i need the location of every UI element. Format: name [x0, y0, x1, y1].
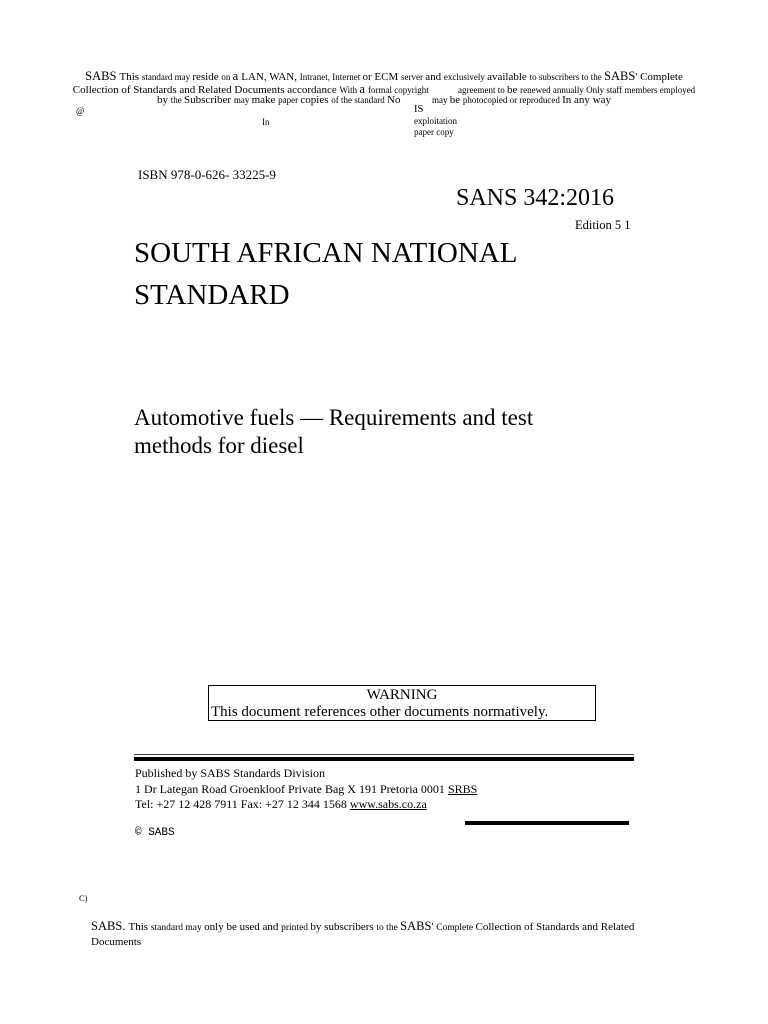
text-run: Collection of Standards and Related [475, 921, 635, 933]
text-run: ' [431, 921, 437, 933]
header-notice-line-3 [0, 94, 768, 107]
text-run: or ECM [362, 71, 401, 83]
text-run: a [359, 82, 369, 96]
text-run: Intranet, Internet [299, 72, 363, 82]
text-run: standard may [141, 72, 193, 82]
divider-right [465, 821, 629, 825]
text-run: ' Complete [635, 71, 683, 83]
text-run: agreement to [428, 85, 508, 95]
at-mark: @ [76, 106, 85, 116]
footer-line-1 [91, 919, 634, 935]
text-run: copies [300, 94, 332, 106]
divider-main [134, 757, 634, 761]
text-run: Subscriber [184, 94, 234, 106]
text-run: LAN, WAN, [241, 71, 300, 83]
text-run: Collection of Standards and Related Documents accordance [72, 84, 340, 96]
text-run: exclusively [443, 72, 488, 82]
text-run: Complete [436, 923, 476, 933]
text-run: a [232, 69, 242, 83]
document-subtitle [134, 404, 533, 460]
text-run: make [251, 94, 279, 106]
text-run: This [119, 71, 142, 83]
publisher-contact: Tel: +27 12 428 7911 Fax: +27 12 344 1568 [135, 797, 350, 811]
text-run: SABS [400, 919, 432, 933]
in-word: In [262, 117, 270, 127]
side-note-paper-copy: paper copy [414, 127, 454, 137]
text-run: on [221, 72, 233, 82]
text-run: of the standard [331, 95, 388, 105]
isbn: ISBN 978-0-626- 33225-9 [138, 167, 276, 182]
text-run: by subscribers [310, 921, 377, 933]
text-run: server [400, 72, 426, 82]
text-run: reside [192, 71, 222, 83]
footer-notice [91, 919, 634, 949]
side-note-is: IS [414, 104, 424, 115]
text-run: In any way [562, 94, 611, 106]
text-run: only be used and [204, 921, 282, 933]
srbs-link[interactable]: SRBS [447, 781, 478, 796]
divider-thin [134, 754, 634, 755]
publisher-line-1: Published by SABS Standards Division [135, 766, 326, 780]
text-run: photocopied or reproduced [462, 95, 563, 105]
header-notice-line-1 [0, 70, 768, 84]
title-line-1: SOUTH AFRICAN NATIONAL [134, 237, 518, 269]
side-note-exploitation: exploitation [414, 115, 457, 126]
side-notes [414, 104, 457, 139]
text-run: and [425, 71, 444, 83]
document-title [134, 232, 517, 316]
subtitle-line-1: Automotive fuels — Requirements and test [134, 405, 534, 430]
edition: Edition 5 1 [575, 218, 631, 232]
warning-text: This document references other documents normatively. [211, 704, 549, 720]
text-run: SABS [604, 69, 636, 83]
text-run: be [449, 94, 463, 106]
c-mark: C) [79, 893, 88, 903]
publisher-address: 1 Dr Lategan Road Groenkloof Private Bag X 191 Pretoria 0001 [135, 781, 448, 796]
text-run: SABS [85, 69, 120, 83]
website-link[interactable]: www.sabs.co.za [349, 797, 427, 811]
text-run: the [170, 95, 185, 105]
text-run: to subscribers to the [529, 72, 605, 82]
subtitle-line-2: methods for diesel [134, 433, 304, 458]
text-run: This [128, 921, 151, 933]
text-run: renewed annually Only staff members employed [520, 85, 696, 95]
publisher-line-3 [135, 797, 477, 813]
copyright-notice: © SABS [135, 827, 175, 839]
text-run: formal copyright [368, 85, 429, 95]
document-number: SANS 342:2016 [456, 185, 615, 211]
footer-line-2: Documents [91, 936, 142, 948]
text-run: to the [376, 923, 401, 933]
publisher-info [135, 766, 477, 813]
title-line-2: STANDARD [134, 279, 290, 311]
text-run: available [487, 71, 530, 83]
text-run: With [339, 85, 360, 95]
text-run: be [507, 84, 521, 96]
warning-box [208, 685, 596, 721]
text-run: may [400, 95, 450, 105]
text-run: printed [281, 923, 311, 933]
text-run: SABS. [91, 919, 129, 933]
text-run: No [387, 94, 401, 106]
text-run: may [233, 95, 252, 105]
text-run: by [157, 94, 171, 106]
warning-title: WARNING [366, 687, 438, 703]
publisher-line-2 [135, 782, 477, 798]
text-run: standard may [150, 923, 205, 933]
text-run: paper [278, 95, 301, 105]
